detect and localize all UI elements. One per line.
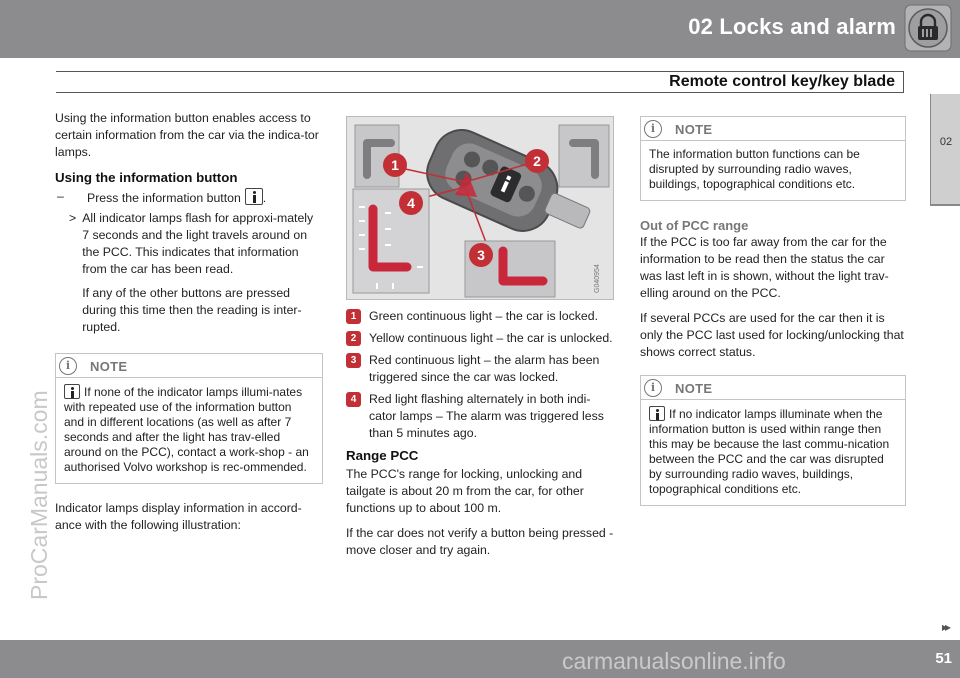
out-of-range-text-1: If the PCC is too far away from the car for the information to be read then the status the car was last left in is shown, without the light trav-elling around on the PCC. [640, 235, 889, 300]
information-button-icon [649, 406, 665, 421]
note-text: The information button functions can be disrupted by surrounding radio waves, buildings, topographical conditions etc. [649, 147, 860, 191]
step-result [55, 210, 323, 343]
chapter-title: 02 Locks and alarm [688, 14, 896, 39]
outro-text: Indicator lamps display information in accord-ance with the following illustration: [55, 501, 302, 532]
info-circle-icon: i [59, 357, 77, 375]
callout-3-label: 3 [477, 247, 485, 263]
lock-icon [904, 4, 952, 52]
range-heading: Range PCC [346, 448, 419, 463]
column-middle [346, 116, 614, 567]
step-dash: – [57, 189, 64, 203]
out-of-range-heading: Out of PCC range [640, 218, 749, 233]
step-item [55, 188, 323, 207]
result-text-1: All indicator lamps flash for approxi-mately 7 seconds and the light travels around on the PCC. This indicates that information from the car has been read. [82, 211, 314, 276]
note-header [641, 376, 905, 400]
range-text-2: If the car does not verify a button being pressed - move closer and try again. [346, 526, 614, 557]
chapter-side-tab[interactable] [930, 94, 960, 206]
step-body [87, 188, 266, 207]
note-box-3 [640, 375, 906, 506]
side-tab-label: 02 [939, 136, 953, 148]
pcc-illustration [346, 116, 614, 300]
result-text-2: If any of the other buttons are pressed during this time then the reading is inter-rupted. [82, 286, 302, 334]
note-body [56, 378, 322, 483]
note-title: NOTE [90, 359, 128, 374]
step-text: Press the information button [87, 191, 241, 205]
legend-number: 3 [346, 353, 361, 368]
note-title: NOTE [675, 122, 713, 137]
note-box-2 [640, 116, 906, 201]
legend-item [346, 308, 614, 325]
information-button-icon [245, 188, 263, 205]
section-title: Remote control key/key blade [669, 73, 895, 90]
page-number: 51 [935, 650, 952, 667]
out-of-range-text-2: If several PCCs are used for the car then it is only the PCC last used for locking/unlocking that shows correct status. [640, 311, 904, 359]
pcc-illustration-svg [347, 117, 614, 300]
callout-1-label: 1 [391, 157, 399, 173]
note-title: NOTE [675, 381, 713, 396]
note-text: If none of the indicator lamps illumi-nates with repeated use of the information button and in different locations (as well as after 7 seconds and after the light has trav-elled around on the PCC), contact a work-shop - an authorised Volvo workshop is rec-ommended. [64, 385, 309, 474]
legend-text: Yellow continuous light – the car is unlocked. [369, 331, 613, 345]
note-body [641, 400, 905, 505]
step-end: . [262, 191, 267, 205]
legend-item [346, 352, 614, 386]
info-button-heading: Using the information button [55, 170, 238, 185]
legend-item [346, 391, 614, 442]
callout-4-label: 4 [407, 195, 415, 211]
legend-list [346, 308, 614, 442]
legend-number: 4 [346, 392, 361, 407]
note-header [641, 117, 905, 141]
illustration-code: G040954 [594, 264, 601, 293]
result-marker: > [69, 211, 77, 225]
bottom-watermark: carmanualsonline.info [562, 648, 786, 674]
note-header [56, 354, 322, 378]
legend-number: 1 [346, 309, 361, 324]
information-button-icon [64, 384, 80, 399]
range-text-1: The PCC's range for locking, unlocking and tailgate is about 20 m from the car, for other functions up to about 100 m. [346, 467, 584, 515]
info-circle-icon: i [644, 379, 662, 397]
legend-text: Green continuous light – the car is locked. [369, 309, 598, 323]
legend-number: 2 [346, 331, 361, 346]
next-page-arrows-icon[interactable]: ▸▸ [941, 620, 948, 634]
legend-item [346, 330, 614, 347]
column-left [55, 110, 323, 542]
footer-bar [0, 640, 960, 678]
section-title-bar [56, 71, 904, 93]
note-text: If no indicator lamps illuminate when the information button is used within range then this may be because the last commu-nication between the PCC and the car was disrupted by surrounding radio waves, buildings, topographical conditions etc. [649, 407, 890, 496]
intro-text: Using the information button enables access to certain information from the car via the indica-tor lamps. [55, 111, 319, 159]
legend-text: Red continuous light – the alarm has been triggered since the car was locked. [369, 353, 600, 384]
callout-2-label: 2 [533, 153, 541, 169]
legend-text: Red light flashing alternately in both indi-cator lamps – The alarm was triggered less than 5 minutes ago. [369, 392, 604, 440]
info-circle-icon: i [644, 120, 662, 138]
side-watermark: ProCarManuals.com [26, 390, 52, 600]
note-box-1 [55, 353, 323, 484]
column-right [640, 116, 906, 506]
